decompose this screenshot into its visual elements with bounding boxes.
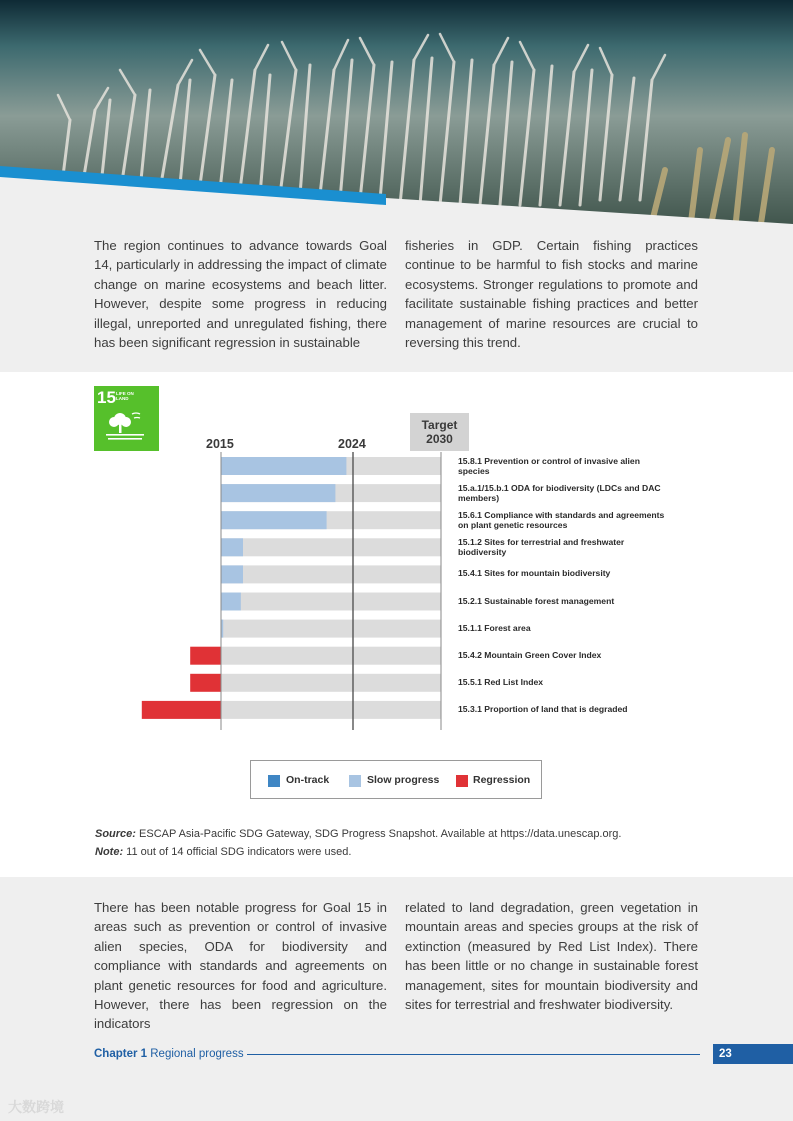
note-label: Note: bbox=[95, 846, 124, 858]
indicator-label: 15.5.1 Red List Index bbox=[458, 676, 544, 687]
footer-chapter bbox=[94, 1048, 244, 1060]
sdg-title: LIFE ON LAND bbox=[116, 391, 134, 401]
indicator-label: 15.1.2 Sites for terrestrial and freshwater biodiversity bbox=[458, 537, 625, 557]
footer-chapter-label: Chapter 1 bbox=[94, 1048, 148, 1060]
legend-label-slow-progress: Slow progress bbox=[367, 774, 440, 786]
summary-column-left: There has been notable progress for Goal 15 in areas such as prevention or control of invasive alien species, ODA for biodiversity and compliance with standards and agreements on plant genetic resources for food and agriculture. However, there has been regression on the indicators bbox=[94, 900, 387, 1032]
sdg15-icon bbox=[94, 386, 159, 451]
intro-column-right: fisheries in GDP. Certain fishing practices continue to be harmful to fish stocks and marine ecosystems. Stronger regulations to promote and facilitate sustainable fishing practices and better management of marine resources are crucial to reversing this trend. bbox=[405, 238, 698, 351]
watermark: 大数跨境 bbox=[8, 1099, 64, 1115]
hero-diagonal-edge bbox=[0, 0, 793, 232]
indicator-label: 15.a.1/15.b.1 ODA for biodiversity (LDCs and DAC members) bbox=[458, 483, 661, 503]
source-text: ESCAP Asia-Pacific SDG Gateway, SDG Progress Snapshot. Available at https://data.unescap.org. bbox=[139, 828, 622, 840]
summary-column-right: related to land degradation, green vegetation in mountain areas and species groups at the risk of extinction (measured by Red List Index). There has been little or no change in sustainable forest management, sites for mountain biodiversity and sites for terrestrial and freshwater biodiversity. bbox=[405, 900, 698, 1013]
source-line bbox=[95, 825, 745, 843]
year-current-label: 2024 bbox=[338, 437, 366, 451]
note-line bbox=[95, 843, 745, 861]
indicator-label: 15.1.1 Forest area bbox=[458, 622, 531, 633]
indicator-label: 15.4.2 Mountain Green Cover Index bbox=[458, 649, 602, 660]
legend-label-on-track: On-track bbox=[286, 774, 330, 786]
footer-chapter-title: Regional progress bbox=[150, 1048, 244, 1060]
legend-swatch-slow-progress bbox=[349, 775, 361, 787]
target-2030-box: Target 2030 bbox=[410, 413, 469, 451]
indicator-label: 15.6.1 Compliance with standards and agreements on plant genetic resources bbox=[458, 510, 665, 530]
hero-photo bbox=[0, 0, 793, 232]
legend-swatch-on-track bbox=[268, 775, 280, 787]
tree-icon bbox=[94, 386, 159, 451]
sdg-number: 15 bbox=[97, 388, 116, 407]
page-number: 23 bbox=[713, 1044, 793, 1064]
indicator-label: 15.8.1 Prevention or control of invasive alien species bbox=[458, 456, 640, 476]
indicator-label: 15.2.1 Sustainable forest management bbox=[458, 595, 615, 606]
legend-label-regression: Regression bbox=[473, 774, 531, 786]
chart-legend bbox=[250, 760, 542, 799]
source-label: Source: bbox=[95, 828, 136, 840]
intro-column-left: The region continues to advance towards Goal 14, particularly in addressing the impact of climate change on marine ecosystems and beach litter. However, despite some progress in reducing illegal, unreported and unregulated fishing, there has been significant regression in sustainable bbox=[94, 238, 387, 351]
footer-rule bbox=[247, 1054, 700, 1055]
indicator-label: 15.4.1 Sites for mountain biodiversity bbox=[458, 568, 611, 579]
indicator-label: 15.3.1 Proportion of land that is degraded bbox=[458, 703, 628, 714]
chart-source-note bbox=[95, 825, 745, 861]
note-text: 11 out of 14 official SDG indicators were used. bbox=[126, 846, 352, 858]
legend-swatch-regression bbox=[456, 775, 468, 787]
year-start-label: 2015 bbox=[206, 437, 234, 451]
